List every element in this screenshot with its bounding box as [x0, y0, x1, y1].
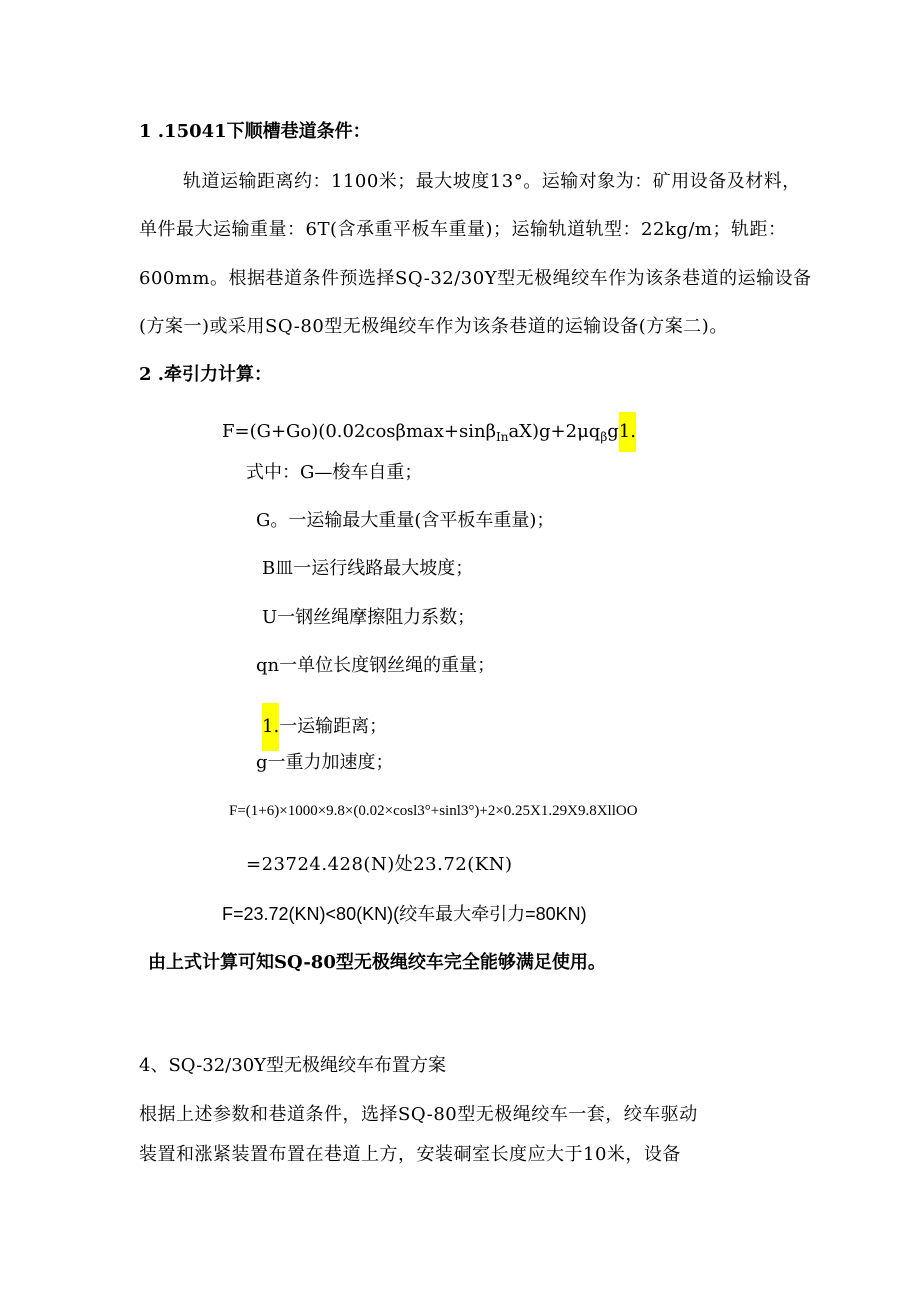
- formula-main: F=(G+Go)(0.02cosβmax+sinβ: [222, 421, 496, 442]
- def-l: [262, 703, 387, 751]
- section4-heading: 4、SQ-32/30Y型无极绳绞车布置方案: [139, 1055, 447, 1076]
- result-line: =23724.428(N)处23.72(KN): [246, 854, 513, 875]
- section4-line-2: 装置和涨紧装置布置在巷道上方，安装硐室长度应大于10米，设备: [139, 1144, 681, 1165]
- def-q: qn一单位长度钢丝绳的重量；: [256, 655, 496, 676]
- conclusion: 由上式计算可知SQ-80型无极绳绞车完全能够满足使用。: [148, 952, 606, 973]
- def-g0: G。一运输最大重量(含平板车重量)；: [256, 510, 555, 531]
- def-l-text: 一运输距离；: [279, 716, 388, 737]
- calc-line: F=(1+6)×1000×9.8×(0.02×cosl3°+sinl3°)+2×0.25X1.29X9.8XllOO: [229, 803, 638, 819]
- formula-end: g: [607, 421, 619, 442]
- def-g: g一重力加速度；: [256, 752, 394, 773]
- section4-line-1: 根据上述参数和巷道条件，选择SQ-80型无极绳绞车一套，绞车驱动: [139, 1104, 698, 1125]
- def-beta-max: B皿一运行线路最大坡度；: [262, 558, 474, 579]
- def-l-symbol: 1.: [262, 703, 279, 751]
- traction-formula: [222, 412, 636, 452]
- section1-line-4: (方案一)或采用SQ-80型无极绳绞车作为该条巷道的运输设备(方案二)。: [139, 316, 728, 337]
- formula-subscript: In: [495, 430, 509, 444]
- section1-line-2: 单件最大运输重量：6T(含承重平板车重量)；运输轨道轨型：22kg/m；轨距：: [139, 219, 787, 240]
- section1-line-1: 轨道运输距离约：1100米；最大坡度13°。运输对象为：矿用设备及材料，: [183, 171, 801, 192]
- def-mu: U一钢丝绳摩擦阻力系数；: [262, 607, 476, 628]
- section2-heading: 2 .牵引力计算：: [139, 364, 273, 385]
- section1-line-3: 600mm。根据巷道条件预选择SQ-32/30Y型无极绳绞车作为该条巷道的运输设备: [139, 268, 812, 289]
- formula-highlight: 1.: [619, 412, 636, 452]
- compare-line: F=23.72(KN)<80(KN)(绞车最大牵引力=80KN): [222, 904, 587, 924]
- where-label: 式中：G—梭车自重；: [246, 462, 423, 483]
- formula-subscript-2: β: [600, 430, 608, 444]
- formula-mid: aX)g+2μq: [508, 421, 601, 442]
- section1-heading: 1 .15041下顺槽巷道条件：: [139, 121, 371, 142]
